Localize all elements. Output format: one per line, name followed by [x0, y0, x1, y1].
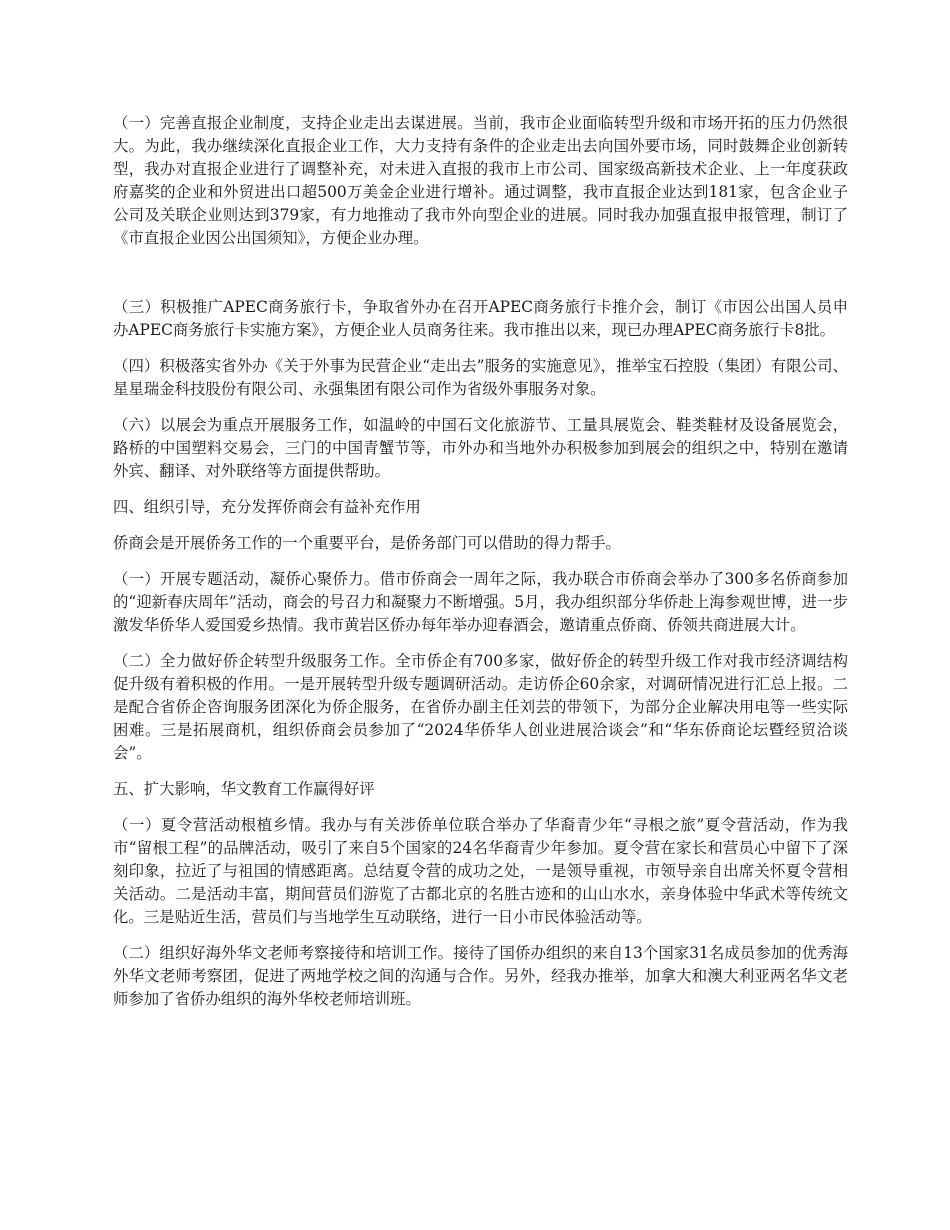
paragraph-enterprise-upgrade: （二）全力做好侨企转型升级服务工作。全市侨企有700多家，做好侨企的转型升级工作对我市经济调结构促升级有着积极的作用。一是开展转型升级专题调研活动。走访侨企60余家，对调研情况进行汇总上报。二是配合省侨企咨询服务团深化为侨企服务，在省侨办副主任刘芸的带领下，为部分企业解决用电等一些实际困难。三是拓展商机，组织侨商会员参加了“2024华侨华人创业进展洽谈会”和“华东侨商论坛暨经贸洽谈会”。	[113, 652, 848, 762]
document-body	[113, 112, 848, 1024]
paragraph-foreign-affairs-service: （四）积极落实省外办《关于外事为民营企业“走出去”服务的实施意见》，推举宝石控股（集团）有限公司、星星瑞金科技股份有限公司、永强集团有限公司作为省级外事服务对象。	[113, 357, 848, 398]
section-gap	[113, 263, 848, 296]
paragraph-apec-card: （三）积极推广APEC商务旅行卡，争取省外办在召开APEC商务旅行卡推介会，制订《市因公出国人员申办APEC商务旅行卡实施方案》，方便企业人员商务往来。我市推出以来，现已办理APEC商务旅行卡8批。	[113, 298, 848, 339]
paragraph-chamber-intro: 侨商会是开展侨务工作的一个重要平台，是侨务部门可以借助的得力帮手。	[113, 534, 621, 552]
section-heading-chinese-education: 五、扩大影响，华文教育工作赢得好评	[113, 780, 375, 798]
paragraph-themed-activities: （一）开展专题活动，凝侨心聚侨力。借市侨商会一周年之际，我办联合市侨商会举办了300多名侨商参加的“迎新春庆周年”活动，商会的号召力和凝聚力不断增强。5月，我办组织部分华侨赴上海参观世博，进一步激发华侨华人爱国爱乡热情。我市黄岩区侨办每年举办迎春酒会，邀请重点侨商、侨领共商进展大计。	[113, 570, 848, 634]
paragraph-teacher-training: （二）组织好海外华文老师考察接待和培训工作。接待了国侨办组织的来自13个国家31名成员参加的优秀海外华文老师考察团，促进了两地学校之间的沟通与合作。另外，经我办推举，加拿大和澳大利亚两名华文老师参加了省侨办组织的海外华校老师培训班。	[113, 944, 848, 1008]
paragraph-direct-report-enterprises: （一）完善直报企业制度，支持企业走出去谋进展。当前，我市企业面临转型升级和市场开拓的压力仍然很大。为此，我办继续深化直报企业工作，大力支持有条件的企业走出去向国外要市场，同时鼓舞企业创新转型，我办对直报企业进行了调整补充，对未进入直报的我市上市公司、国家级高新技术企业、上一年度获政府嘉奖的企业和外贸进出口超500万美金企业进行增补。通过调整，我市直报企业达到181家，包含企业子公司及关联企业则达到379家，有力地推动了我市外向型企业的进展。同时我办加强直报申报管理，制订了《市直报企业因公出国须知》，方便企业办理。	[113, 114, 848, 247]
section-heading-overseas-chamber: 四、组织引导，充分发挥侨商会有益补充作用	[113, 498, 421, 516]
paragraph-summer-camp: （一）夏令营活动根植乡情。我办与有关涉侨单位联合举办了华裔青少年“寻根之旅”夏令营活动，作为我市“留根工程”的品牌活动，吸引了来自5个国家的24名华裔青少年参加。夏令营在家长和营员心中留下了深刻印象，拉近了与祖国的情感距离。总结夏令营的成功之处，一是领导重视，市领导亲自出席关怀夏令营相关活动。二是活动丰富，期间营员们游览了古都北京的名胜古迹和的山山水水，亲身体验中华武术等传统文化。三是贴近生活，营员们与当地学生互动联络，进行一日小市民体验活动等。	[113, 816, 848, 926]
paragraph-exhibition-service: （六）以展会为重点开展服务工作，如温岭的中国石文化旅游节、工量具展览会、鞋类鞋材及设备展览会，路桥的中国塑料交易会，三门的中国青蟹节等，市外办和当地外办积极参加到展会的组织之中，特别在邀请外宾、翻译、对外联络等方面提供帮助。	[113, 416, 848, 480]
